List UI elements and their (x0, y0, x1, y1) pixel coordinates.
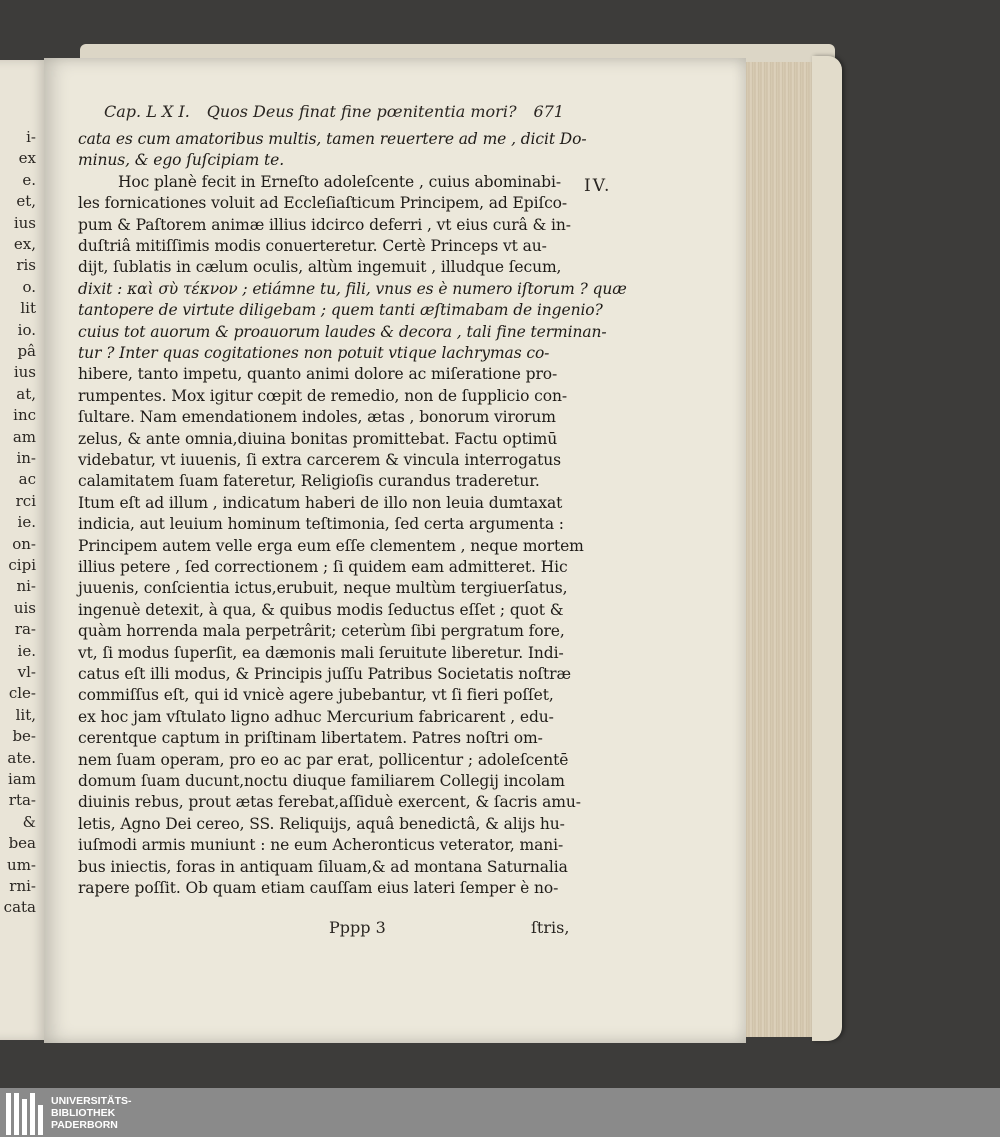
text-line: catus eſt illi modus, & Principis juſſu Patribus Societatis noſtræ (78, 665, 571, 683)
book-back-cover (812, 56, 842, 1041)
left-page-fragment: cipi (8, 556, 36, 574)
left-page-fragment: ie. (17, 513, 36, 532)
left-page-fragment: be- (12, 727, 36, 746)
left-page-fragment: iam (8, 770, 36, 788)
left-page-fragment: inc (13, 406, 36, 425)
left-page-fragment: rci (15, 491, 36, 510)
text-line: tur ? Inter quas cogitationes non potuit vtique lachrymas co- (78, 344, 550, 362)
left-page-fragment: rni- (9, 877, 36, 895)
left-page-fragment: vl- (17, 663, 36, 681)
left-page-fragment: at, (16, 384, 36, 403)
text-line: videbatur, vt iuuenis, ſi extra carcerem & vincula interrogatus (78, 451, 561, 469)
left-page-edge (0, 60, 48, 1040)
page-number: 671 (533, 102, 564, 121)
library-name-line3: PADERBORN (51, 1118, 118, 1131)
text-line: dixit : καὶ σὺ τέκνον ; etiámne tu, fili, vnus es è numero iſtorum ? quæ (78, 279, 627, 298)
text-line: les fornicationes voluit ad Eccleſiaſticum Principem, ad Epiſco- (78, 194, 568, 213)
text-line: nem ſuam operam, pro eo ac par erat, pollicentur ; adoleſcentē (78, 750, 569, 769)
left-page-fragment: ie. (17, 641, 36, 660)
text-line: Hoc planè fecit in Erneſto adoleſcente , cuius abominabi- (118, 172, 561, 191)
signature-mark: Pppp 3 (329, 918, 386, 937)
text-line: calamitatem ſuam fateretur, Religioſis curandus traderetur. (78, 472, 540, 491)
text-line: juuenis, conſcientia ictus,erubuit, neque multùm tergiuerſatus, (78, 579, 568, 598)
text-line: cuius tot auorum & proauorum laudes & decora , tali fine terminan- (78, 322, 607, 341)
text-line: domum ſuam ducunt,noctu diuque familiarem Collegij incolam (78, 772, 565, 790)
left-page-fragment: pâ (17, 342, 36, 360)
right-page (44, 58, 746, 1043)
library-banner (0, 1088, 1000, 1137)
left-page-fragment: ius (13, 213, 36, 232)
left-page-fragment: o. (22, 277, 36, 296)
text-line: minus, & ego ſuſcipiam te. (78, 151, 285, 170)
left-page-fragment: e. (22, 170, 36, 189)
left-page-fragment: am (12, 427, 36, 446)
left-page-fragment: ra- (14, 620, 36, 639)
text-line: Itum eſt ad illum , indicatum haberi de illo non leuia dumtaxat (78, 493, 563, 512)
margin-note: IV. (584, 176, 612, 196)
text-line: illius petere , ſed correctionem ; ſi quidem eam admitteret. Hic (78, 558, 568, 576)
left-page-fragment: in- (16, 449, 36, 467)
text-line: cerentque captum in priſtinam libertatem. Patres noſtri om- (78, 729, 543, 748)
catchword: ſtris, (531, 918, 570, 937)
text-line: iuſmodi armis muniunt : ne eum Acheronticus veterator, mani- (78, 836, 564, 855)
left-page-fragment: on- (12, 534, 36, 553)
left-page-fragment: ris (16, 256, 36, 275)
left-page-fragment: i- (26, 128, 36, 146)
text-line: vt, ſi modus ſuperſit, ea dæmonis mali ſeruitute liberetur. Indi- (78, 643, 564, 662)
text-line: cata es cum amatoribus multis, tamen reuertere ad me , dicit Do- (78, 130, 587, 148)
running-header (104, 102, 564, 121)
text-line: ſultare. Nam emendationem indoles, ætas , bonorum virorum (78, 408, 556, 427)
text-line: indicia, aut leuium hominum teſtimonia, ſed certa argumenta : (78, 515, 564, 534)
left-page-fragment: rta- (8, 791, 36, 810)
text-line: Principem autem velle erga eum eſſe clementem , neque mortem (78, 536, 584, 555)
library-name-line2: BIBLIOTHEK (51, 1106, 116, 1119)
text-line: rumpentes. Mox igitur cœpit de remedio, non de ſupplicio con- (78, 386, 567, 405)
text-line: letis, Agno Dei cereo, SS. Reliquijs, aquâ benedictâ, & alijs hu- (78, 814, 565, 833)
left-page-fragment: uis (13, 598, 36, 617)
text-line: rapere poſſit. Ob quam etiam cauſſam eius lateri ſemper è no- (78, 879, 559, 897)
left-page-fragment: et, (16, 192, 36, 211)
text-line: diuinis rebus, prout ætas ferebat,aſſiduè exercent, & ſacris amu- (78, 793, 581, 812)
library-logo-icon (6, 1091, 43, 1135)
left-page-fragment: um- (7, 855, 36, 874)
text-line: ingenuè detexit, à qua, & quibus modis ſeductus eſſet ; quot & (78, 600, 564, 619)
left-page-fragment: cle- (8, 684, 36, 703)
left-page-fragment: ius (13, 363, 36, 382)
left-page-fragment: lit, (15, 705, 36, 724)
left-page-fragment: io. (17, 320, 36, 339)
chapter-title: Quos Deus finat fine pœnitentia mori? (206, 102, 517, 121)
left-page-fragment: ac (18, 470, 36, 489)
left-page-fragment: ex, (13, 235, 36, 253)
text-line: dijt, ſublatis in cælum oculis, altùm ingemuit , illudque ſecum, (78, 258, 562, 277)
text-line: duſtriâ mitiſſimis modis conuerteretur. Certè Princeps vt au- (78, 237, 547, 255)
text-line: ex hoc jam vſtulato ligno adhuc Mercurium fabricarent , edu- (78, 707, 554, 726)
left-page-fragment: & (22, 812, 36, 831)
text-line: commiſſus eſt, qui id vnicè agere jubebantur, vt ſi fieri poſſet, (78, 686, 554, 705)
left-page-fragment: ni- (16, 577, 36, 596)
text-line: quàm horrenda mala perpetrârit; ceterùm ſibi pergratum fore, (78, 622, 565, 641)
chapter-label: Cap. L X I. (104, 102, 190, 121)
text-line: tantopere de virtute diligebam ; quem tanti æſtimabam de ingenio? (78, 301, 603, 320)
left-page-fragment: cata (3, 898, 36, 917)
text-line: hibere, tanto impetu, quanto animi dolore ac miſeratione pro- (78, 365, 558, 384)
text-line: pum & Paſtorem animæ illius idcirco deferri , vt eius curâ & in- (78, 215, 571, 234)
library-name (51, 1095, 132, 1131)
library-name-line1: UNIVERSITÄTS- (51, 1094, 132, 1107)
left-page-fragment: bea (8, 834, 36, 853)
text-line: zelus, & ante omnia,diuina bonitas promittebat. Factu optimū (78, 429, 558, 448)
left-page-fragment: ate. (7, 748, 36, 767)
left-page-fragment: ex (18, 149, 36, 168)
left-page-fragment: lit (20, 299, 36, 318)
text-line: bus iniectis, foras in antiquam ſiluam,& ad montana Saturnalia (78, 857, 568, 876)
